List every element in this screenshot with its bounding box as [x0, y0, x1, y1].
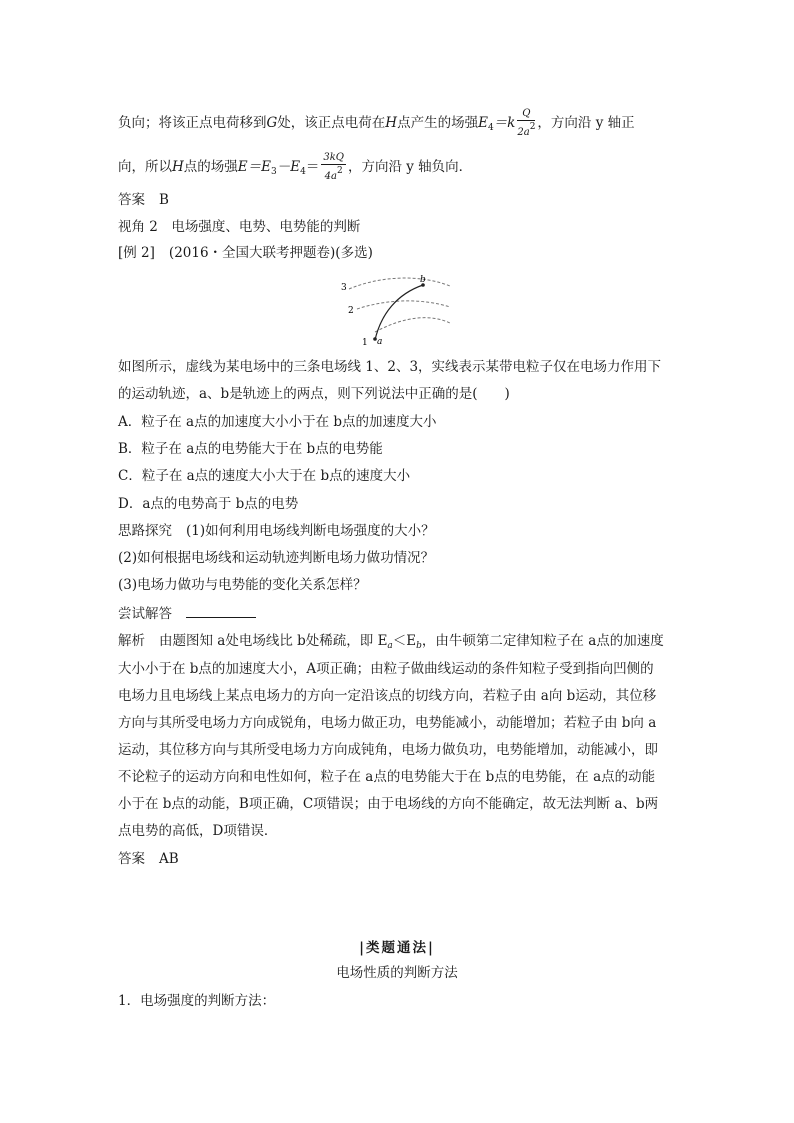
intro-line-1	[118, 108, 635, 139]
numerator: 3kQ	[323, 152, 344, 163]
answer-value: B	[159, 192, 169, 208]
field-line-3	[349, 278, 450, 289]
question-line-1: 如图所示，虚线为某电场中的三条电场线 1、2、3，实线表示某带电粒子仅在电场力作用下	[118, 359, 662, 375]
label-3: 3	[341, 283, 347, 293]
label-a: a	[377, 337, 383, 347]
text: 点的场强	[183, 159, 238, 175]
analysis-line-7: 小于在 b点的动能，B项正确，C项错误；由于电场线的方向不能确定，故无法判断 a、b两	[118, 796, 659, 812]
subscript: a	[387, 641, 393, 651]
text: ，方向沿 y 轴正	[537, 115, 635, 131]
text: 处，该正点电荷在	[277, 115, 386, 131]
option-a: A．粒子在 a点的加速度大小小于在 b点的加速度大小	[118, 414, 437, 430]
label-b: b	[420, 275, 426, 285]
answer-label: 答案	[118, 851, 145, 867]
trajectory-line	[375, 285, 423, 340]
intro-line-2	[118, 152, 472, 183]
thinking-q2: (2)如何根据电场线和运动轨迹判断电场力做功情况？	[118, 550, 435, 566]
analysis-label: 解析	[118, 633, 145, 649]
thinking-label: 思路探究	[118, 523, 172, 539]
text: 由题图知 a处电场线比 b处稀疏，即 E	[159, 633, 388, 649]
option-d: D．a点的电势高于 b点的电势	[118, 496, 299, 512]
answer-value: AB	[159, 851, 179, 867]
text: 向，所以	[118, 159, 172, 175]
option-b: B．粒子在 a点的电势能大于在 b点的电势能	[118, 441, 383, 457]
expr-minus: －E	[276, 159, 301, 175]
fraction-q-over-2a2	[517, 108, 535, 139]
electric-field-figure	[335, 272, 460, 350]
answer-label: 答案	[118, 192, 145, 208]
text: ＜E	[392, 633, 417, 649]
analysis-line-8: 点电势的高低，D项错误．	[118, 823, 278, 839]
field-line-1	[375, 318, 450, 332]
method-item-1: 1．电场强度的判断方法：	[118, 993, 276, 1009]
text: ，由牛顿第二定律知粒子在 a点的加速度	[421, 633, 664, 649]
option-c: C．粒子在 a点的速度大小大于在 b点的速度大小	[118, 468, 411, 484]
attempt-label: 尝试解答	[118, 606, 172, 622]
subscript: 4	[487, 123, 494, 133]
denominator: 4a	[324, 171, 337, 182]
text: ，方向沿 y 轴负向．	[347, 159, 473, 175]
question-line-2: 的运动轨迹，a、b是轨迹上的两点，则下列说法中正确的是( )	[118, 386, 510, 402]
field-line-2	[357, 301, 450, 309]
section-title: 视角 2 电场强度、电势、电势能的判断	[118, 219, 361, 235]
equals: ＝	[305, 159, 320, 175]
text: 负向；将该正点电荷移到	[118, 115, 267, 131]
label-1: 1	[362, 338, 368, 348]
subscript: 4	[300, 167, 306, 177]
symbol-h: H	[172, 159, 184, 175]
symbol-g: G	[266, 115, 278, 131]
equals-k: ＝k	[493, 115, 516, 131]
example-header	[118, 243, 373, 263]
analysis-line-6: 不论粒子的运动方向和电性如何，粒子在 a点的电势能大于在 b点的电势能，在 a点的动能	[118, 769, 656, 785]
example-tag: [例 2]	[118, 245, 155, 261]
analysis-line-5: 运动，其位移方向与其所受电场力方向成钝角，电场力做负功，电势能增加，动能减小，即	[118, 742, 658, 758]
analysis-line-3: 电场力且电场线上某点电场力的方向一定沿该点的切线方向，若粒子由 a向 b运动，其位移	[118, 688, 657, 704]
symbol-h: H	[385, 115, 398, 131]
answer-2	[118, 849, 179, 869]
band-subtitle: 电场性质的判断方法	[336, 965, 458, 981]
thinking-question: (1)如何利用电场线判断电场强度的大小？	[186, 523, 435, 539]
band-title: |类题通法|	[359, 940, 435, 956]
label-2: 2	[348, 306, 354, 316]
subscript: b	[416, 641, 422, 651]
subscript: 3	[271, 167, 277, 177]
thinking-q1	[118, 521, 435, 541]
answer-1	[118, 190, 169, 210]
symbol-e: E	[478, 115, 488, 131]
exponent: 2	[529, 122, 536, 132]
example-source: (2016・全国大联考押题卷)(多选)	[168, 245, 373, 261]
analysis-line-4: 方向与其所受电场力方向成锐角，电场力做正功，电势能减小，动能增加；若粒子由 b向 a	[118, 715, 657, 731]
attempt-line	[118, 603, 256, 624]
thinking-q3: (3)电场力做功与电势能的变化关系怎样？	[118, 577, 367, 593]
text: 点产生的场强	[397, 115, 479, 131]
exponent: 2	[336, 166, 343, 176]
analysis-line-2: 大小小于在 b点的加速度大小，A项正确；由粒子做曲线运动的条件知粒子受到指向凹侧的	[118, 661, 654, 677]
analysis-line-1	[118, 631, 664, 656]
fraction-3kq-over-4a2	[321, 152, 346, 183]
answer-blank[interactable]	[186, 603, 256, 618]
numerator: Q	[517, 108, 535, 121]
expr-e: E＝E	[237, 159, 271, 175]
denominator: 2a	[517, 127, 530, 138]
